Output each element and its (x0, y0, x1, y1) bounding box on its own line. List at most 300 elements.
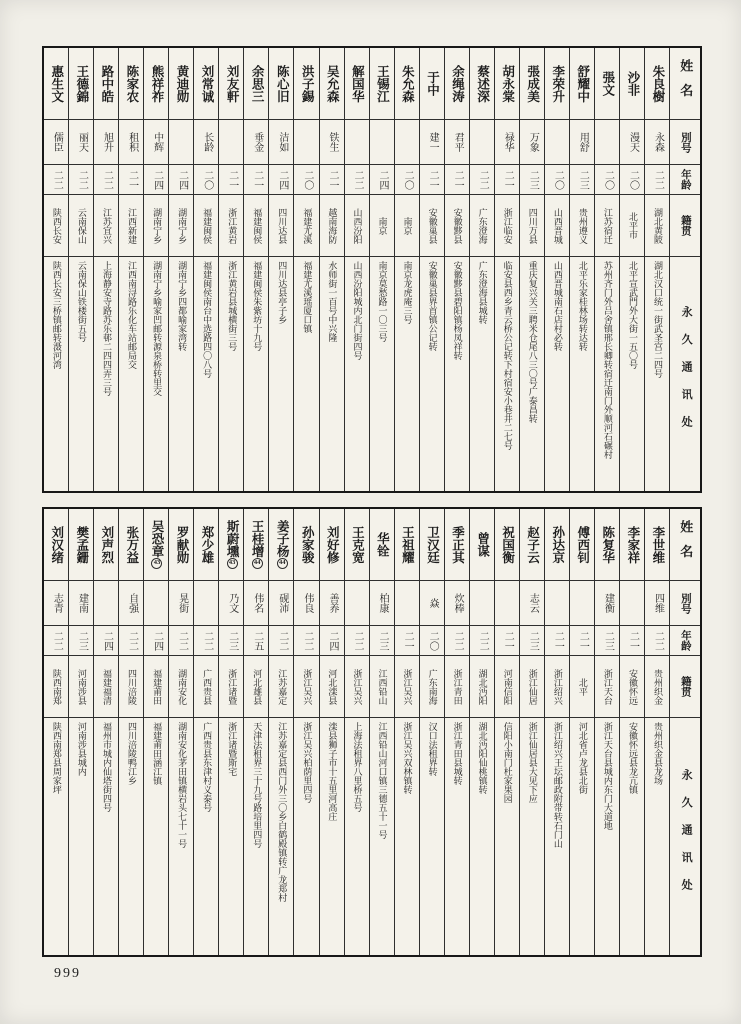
person-age: 二〇 (620, 165, 644, 195)
person-age: 二三 (219, 626, 243, 656)
person-age: 二二 (470, 626, 494, 656)
person-alias (595, 120, 619, 165)
person-native: 河南涉县 (69, 656, 93, 718)
person-native: 福建闽侯 (244, 195, 268, 257)
person-address: 山西晋城南石店村必转 (552, 261, 563, 351)
person-age: 二〇 (194, 165, 218, 195)
person-native: 湖南宁乡 (169, 195, 193, 257)
person-age: 二〇 (420, 626, 444, 656)
person-age: 二二 (194, 626, 218, 656)
person-native: 福建莆田 (144, 656, 168, 718)
person-name: 胡永棠 (495, 48, 519, 120)
person-name: 孙家骏 (294, 509, 318, 581)
person-name: 惠生文 (44, 48, 68, 120)
person-native: 河北雄县 (244, 656, 268, 718)
person-name: 李荣升 (545, 48, 569, 120)
person-address: 湖北汉口统一街武圣宫二四号 (653, 261, 663, 378)
person-name: 朱良樹 (645, 48, 669, 120)
person-name: 陈心旧 (269, 48, 293, 120)
person-native: 江苏宿迁 (595, 195, 619, 257)
person-column (495, 509, 520, 955)
person-name: 罗献勋 (169, 509, 193, 581)
person-name: 洪子錫 (294, 48, 318, 120)
person-column (44, 509, 69, 955)
person-alias: 志青 (44, 581, 68, 626)
person-address: 湖南宁乡四都喻家湾转 (177, 261, 188, 351)
person-alias: 炊棒 (445, 581, 469, 626)
person-address: 福建闽侯朱紫坊十九号 (252, 261, 263, 351)
person-column (445, 48, 470, 491)
person-column (94, 48, 119, 491)
person-alias: 旭升 (94, 120, 118, 165)
person-native: 广西贵县 (194, 656, 218, 718)
person-name: 姜子杨44 (269, 509, 293, 581)
person-address: 重庆复兴关三聘米仓尾八三〇号广泰昌转 (527, 261, 538, 423)
person-age: 二〇 (294, 165, 318, 195)
person-name: 王克宽 (345, 509, 369, 581)
person-native: 北平市 (620, 195, 644, 257)
person-alias (495, 581, 519, 626)
person-name: 郑少雄 (194, 509, 218, 581)
person-address: 广西贵县东津村义泰号 (202, 722, 213, 812)
person-column (395, 48, 420, 491)
person-age: 二二 (69, 165, 93, 195)
person-address: 上海法租界八里桥五号 (352, 722, 363, 812)
person-name: 吴恐章43 (144, 509, 168, 581)
person-age: 二二 (470, 165, 494, 195)
person-alias: 铁生 (320, 120, 344, 165)
person-name: 李世维 (645, 509, 669, 581)
person-column (169, 509, 194, 955)
header-native-label: 籍贯 (670, 195, 700, 257)
person-address: 安徽黟县碧阳镇杨凤祥转 (452, 261, 463, 360)
person-name: 刘好修 (320, 509, 344, 581)
person-age: 二五 (244, 626, 268, 656)
person-native: 陕西长安 (44, 195, 68, 257)
person-name: 王桂增44 (244, 509, 268, 581)
person-address: 南京龙虎庵三号 (402, 261, 413, 324)
person-age: 二二 (345, 165, 369, 195)
person-age: 二二 (294, 626, 318, 656)
person-native: 浙江仙居 (520, 656, 544, 718)
person-age: 二二 (445, 626, 469, 656)
person-alias (294, 120, 318, 165)
person-column (520, 509, 545, 955)
person-name: 樊孟銏 (69, 509, 93, 581)
person-column (345, 48, 370, 491)
person-name: 路中皓 (94, 48, 118, 120)
person-address: 安徽怀远县龙亢镇 (627, 722, 638, 794)
person-native: 北平 (570, 656, 594, 718)
person-age: 二二 (645, 626, 669, 656)
person-name: 余绳涛 (445, 48, 469, 120)
person-column (144, 509, 169, 955)
person-alias: 漫天 (620, 120, 644, 165)
person-name: 陈家农 (119, 48, 143, 120)
person-native: 四川达县 (269, 195, 293, 257)
person-column (545, 48, 570, 491)
person-alias (470, 581, 494, 626)
person-address: 广东澄海县城转 (477, 261, 488, 324)
person-address: 湖北沔阳仙桃镇转 (477, 722, 488, 794)
person-column (595, 509, 620, 955)
person-address: 江西南浔路乐化车站邮局交 (127, 261, 138, 369)
person-age: 二三 (520, 165, 544, 195)
person-native: 安徽黟县 (445, 195, 469, 257)
person-alias (169, 120, 193, 165)
person-address: 河南涉县城内 (76, 722, 87, 776)
person-age: 二一 (119, 165, 143, 195)
person-alias (345, 581, 369, 626)
person-address: 天津法租界三十九号路培里四号 (252, 722, 263, 848)
directory-table-bottom (42, 507, 702, 957)
person-column (370, 509, 395, 955)
person-column (470, 48, 495, 491)
person-column (320, 509, 345, 955)
person-native: 越南海防 (320, 195, 344, 257)
person-age: 二二 (44, 626, 68, 656)
person-alias: 伟良 (294, 581, 318, 626)
person-name: 张万益 (119, 509, 143, 581)
header-native-label: 籍贯 (670, 656, 700, 718)
person-column (595, 48, 620, 491)
person-address: 陕西南郑县周家坪 (51, 722, 62, 794)
person-native: 河南信阳 (495, 656, 519, 718)
person-column (244, 509, 269, 955)
person-native: 福建尤溪 (294, 195, 318, 257)
person-address: 浙江吴兴双林镇转 (402, 722, 413, 794)
person-native: 四川涪陵 (119, 656, 143, 718)
person-column (620, 509, 645, 955)
person-address: 贵州织金县龙场 (653, 722, 663, 785)
header-age-label: 年龄 (670, 165, 700, 195)
person-alias: 志云 (520, 581, 544, 626)
person-native: 安徽怀远 (620, 656, 644, 718)
person-address: 苏州齐门外吕舍镇邢长卿转宿迁南门外顺河石碾村 (602, 261, 613, 459)
person-native: 山西汾阳 (345, 195, 369, 257)
person-alias (570, 581, 594, 626)
person-age: 二一 (320, 165, 344, 195)
person-address: 浙江青田县城转 (452, 722, 463, 785)
person-name: 黄迪勋 (169, 48, 193, 120)
person-age: 二四 (269, 165, 293, 195)
directory-table-top (42, 46, 702, 493)
header-address-label: 永久通讯处 (680, 768, 693, 907)
person-alias: 晃街 (169, 581, 193, 626)
person-alias (219, 120, 243, 165)
person-alias (194, 581, 218, 626)
person-address: 四川涪陵鸭江乡 (127, 722, 138, 785)
person-name: 解国华 (345, 48, 369, 120)
person-column (294, 509, 319, 955)
person-name: 吴允森 (320, 48, 344, 120)
person-native: 云南保山 (69, 195, 93, 257)
person-name: 李家祥 (620, 509, 644, 581)
person-column (269, 509, 294, 955)
person-alias: 丽天 (69, 120, 93, 165)
person-alias: 柏康 (370, 581, 394, 626)
person-native: 陕西南郑 (44, 656, 68, 718)
person-age: 二四 (144, 626, 168, 656)
person-name: 王德錦 (69, 48, 93, 120)
person-address: 福建尤溪瑶厦口镇 (302, 261, 313, 333)
person-age: 二一 (395, 626, 419, 656)
person-native: 浙江青田 (445, 656, 469, 718)
person-alias (470, 120, 494, 165)
person-name: 舒耀中 (570, 48, 594, 120)
person-column (94, 509, 119, 955)
person-native: 广东南海 (420, 656, 444, 718)
person-alias: 焱 (420, 581, 444, 626)
person-name: 熊祥祚 (144, 48, 168, 120)
person-address: 浙江吴兴柏荫里四号 (302, 722, 313, 803)
header-alias-label: 別号 (670, 120, 700, 165)
person-age: 二二 (345, 626, 369, 656)
person-name: 朱允森 (395, 48, 419, 120)
person-alias (620, 581, 644, 626)
person-address: 湖南安化茅田镇横岩头七十一号 (177, 722, 188, 848)
person-native: 河北滦县 (320, 656, 344, 718)
person-column (470, 509, 495, 955)
person-alias: 建一 (420, 120, 444, 165)
person-alias: 用舒 (570, 120, 594, 165)
person-native: 南京 (395, 195, 419, 257)
person-native: 浙江吴兴 (395, 656, 419, 718)
header-column (670, 509, 700, 955)
person-address: 河北省卢龙县北街 (577, 722, 588, 794)
person-alias: 建南 (69, 581, 93, 626)
person-alias (545, 120, 569, 165)
person-native: 湖南安化 (169, 656, 193, 718)
person-address: 临安县西乡青云桥公记转下村宿安小巷井二七号 (502, 261, 513, 450)
person-address: 南京莫愁路一〇三号 (377, 261, 388, 342)
person-name: 于中 (420, 48, 444, 120)
person-column (645, 509, 670, 955)
person-name: 刘汉绪 (44, 509, 68, 581)
person-column (420, 509, 445, 955)
person-address: 信阳小南门杜家果园 (502, 722, 513, 803)
person-alias: 伟名 (244, 581, 268, 626)
person-age: 二一 (420, 165, 444, 195)
person-alias: 自强 (119, 581, 143, 626)
person-address: 江西铅山河口镇三德五十一号 (377, 722, 388, 839)
person-name: 赵子云 (520, 509, 544, 581)
person-age: 二四 (169, 165, 193, 195)
person-native: 江苏宜兴 (94, 195, 118, 257)
person-address: 陕西长安三桥镇邮转滠河湾 (51, 261, 62, 369)
person-alias: 善养 (320, 581, 344, 626)
person-name: 刘常诚 (194, 48, 218, 120)
person-address: 山西汾阳城内北门街四号 (352, 261, 363, 360)
page-number: 999 (54, 966, 81, 981)
person-address: 上海静安寺路苏乐邨二四四弄三号 (101, 261, 112, 396)
person-age: 二二 (269, 626, 293, 656)
person-alias: 洁如 (269, 120, 293, 165)
person-native: 浙江诸暨 (219, 656, 243, 718)
person-column (219, 509, 244, 955)
person-column (169, 48, 194, 491)
person-address: 北平乐家桂林场转达转 (577, 261, 588, 351)
footnote-marker: 44 (277, 558, 288, 569)
person-native: 安徽巢县 (420, 195, 444, 257)
person-age: 二四 (370, 165, 394, 195)
person-column (320, 48, 345, 491)
person-column (570, 48, 595, 491)
person-native: 浙江绍兴 (545, 656, 569, 718)
person-age: 二一 (620, 626, 644, 656)
header-name-label: 姓名 (670, 48, 700, 120)
person-age: 二三 (595, 626, 619, 656)
person-age: 二一 (495, 626, 519, 656)
person-name: 王锡江 (370, 48, 394, 120)
person-alias (144, 581, 168, 626)
person-alias: 禄华 (495, 120, 519, 165)
person-alias: 中辉 (144, 120, 168, 165)
person-name: 余思三 (244, 48, 268, 120)
person-column (69, 509, 94, 955)
person-address: 浙江绍兴王坛邮政附带转石门山 (552, 722, 563, 848)
person-column (44, 48, 69, 491)
person-age: 二二 (645, 165, 669, 195)
footnote-marker: 43 (151, 558, 162, 569)
person-column (520, 48, 545, 491)
person-name: 傅西钊 (570, 509, 594, 581)
person-alias (94, 581, 118, 626)
person-column (244, 48, 269, 491)
person-name: 祝国衡 (495, 509, 519, 581)
person-column (219, 48, 244, 491)
person-native: 福建福清 (94, 656, 118, 718)
person-name: 張成美 (520, 48, 544, 120)
person-address: 浙江诸暨斯宅 (227, 722, 238, 776)
person-age: 二一 (445, 165, 469, 195)
person-address: 浙江天台县城内东门大道地 (602, 722, 613, 830)
person-column (420, 48, 445, 491)
person-address: 江苏嘉定县西门外三〇乡白鹤殿镇转广龙郑村 (277, 722, 288, 902)
person-native: 浙江黄岩 (219, 195, 243, 257)
person-column (119, 48, 144, 491)
person-name: 刘声烈 (94, 509, 118, 581)
person-name: 王祖耀 (395, 509, 419, 581)
person-column (194, 48, 219, 491)
person-native: 湖北沔阳 (470, 656, 494, 718)
person-alias: 永森 (645, 120, 669, 165)
person-native: 浙江临安 (495, 195, 519, 257)
header-age-label: 年龄 (670, 626, 700, 656)
person-name: 陈复华 (595, 509, 619, 581)
person-alias: 租积 (119, 120, 143, 165)
person-name: 季正其 (445, 509, 469, 581)
person-alias (345, 120, 369, 165)
person-native: 贵州织金 (645, 656, 669, 718)
person-age: 二二 (169, 626, 193, 656)
person-name: 曾谋 (470, 509, 494, 581)
person-address: 水师街一百号中兴隆 (327, 261, 338, 342)
person-alias: 建衡 (595, 581, 619, 626)
person-age: 二四 (320, 626, 344, 656)
person-native: 贵州遵义 (570, 195, 594, 257)
person-age: 二二 (94, 165, 118, 195)
person-native: 广东澄海 (470, 195, 494, 257)
person-column (620, 48, 645, 491)
person-column (370, 48, 395, 491)
person-native: 江西铅山 (370, 656, 394, 718)
person-alias (395, 120, 419, 165)
person-native: 江西新建 (119, 195, 143, 257)
person-alias: 君平 (445, 120, 469, 165)
person-alias: 万象 (520, 120, 544, 165)
person-alias (395, 581, 419, 626)
person-age: 二一 (495, 165, 519, 195)
person-age: 二三 (570, 165, 594, 195)
person-address: 福州市城内仙塔街四号 (101, 722, 112, 812)
person-column (119, 509, 144, 955)
person-native: 四川万县 (520, 195, 544, 257)
person-address: 云南保山铁楼街五号 (76, 261, 87, 342)
header-name-label: 姓名 (670, 509, 700, 581)
person-column (545, 509, 570, 955)
person-age: 二三 (69, 626, 93, 656)
person-native: 浙江天台 (595, 656, 619, 718)
person-alias (545, 581, 569, 626)
person-name: 孙达京 (545, 509, 569, 581)
person-column (345, 509, 370, 955)
person-address: 滦县狮子市十五里河高庄 (327, 722, 338, 821)
person-age: 二一 (219, 165, 243, 195)
person-name: 刘友軒 (219, 48, 243, 120)
person-age: 二三 (520, 626, 544, 656)
person-native: 浙江吴兴 (345, 656, 369, 718)
person-native: 浙江吴兴 (294, 656, 318, 718)
person-native: 南京 (370, 195, 394, 257)
person-column (395, 509, 420, 955)
header-alias-label: 別号 (670, 581, 700, 626)
person-native: 湖南宁乡 (144, 195, 168, 257)
person-column (645, 48, 670, 491)
header-column (670, 48, 700, 491)
person-column (495, 48, 520, 491)
person-address: 汉口法租界转 (427, 722, 438, 776)
person-alias: 四维 (645, 581, 669, 626)
person-age: 二四 (94, 626, 118, 656)
person-name: 斯蔚壎43 (219, 509, 243, 581)
header-address-label: 永久通讯处 (680, 306, 693, 444)
person-age: 二一 (244, 165, 268, 195)
person-column (445, 509, 470, 955)
person-name: 張文 (595, 48, 619, 120)
person-column (269, 48, 294, 491)
person-alias: 儒臣 (44, 120, 68, 165)
person-alias: 垂金 (244, 120, 268, 165)
person-address: 湖南宁乡喻家凹邮转源泉桥转里交 (152, 261, 163, 396)
person-age: 二四 (144, 165, 168, 195)
person-address: 浙江黄岩县城横街三号 (227, 261, 238, 351)
person-alias: 乃文 (219, 581, 243, 626)
person-address: 北平宣武門外大街一五〇号 (627, 261, 638, 369)
person-column (69, 48, 94, 491)
person-name: 沙非 (620, 48, 644, 120)
person-address: 福建闽侯南台中选路四〇八号 (202, 261, 213, 378)
person-column (194, 509, 219, 955)
person-alias: 长龄 (194, 120, 218, 165)
person-age: 二三 (370, 626, 394, 656)
person-age: 二〇 (545, 165, 569, 195)
person-name: 华铨 (370, 509, 394, 581)
person-column (294, 48, 319, 491)
person-native: 山西晋城 (545, 195, 569, 257)
person-address: 福建莆田涵江镇 (152, 722, 163, 785)
person-name: 蔡述深 (470, 48, 494, 120)
